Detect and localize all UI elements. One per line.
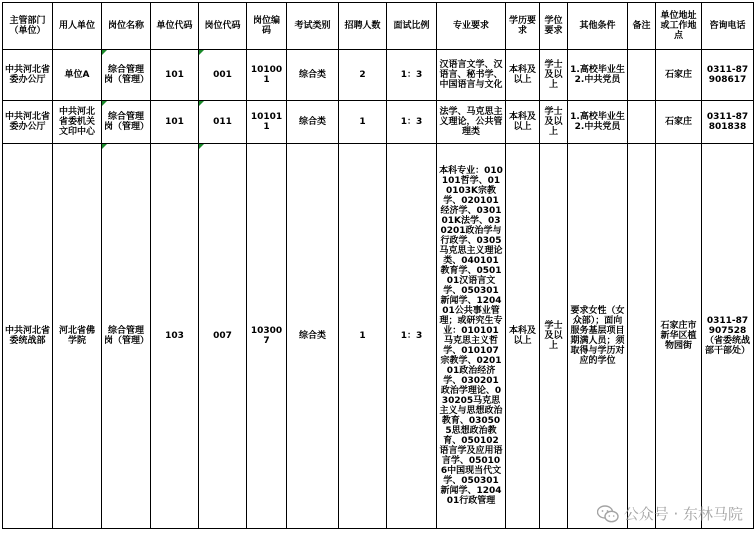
cell-hires: 2 <box>339 50 387 101</box>
cell-education: 本科及以上 <box>506 144 540 529</box>
cell-position-number: 103007 <box>247 144 287 529</box>
cell-position-code: 001 <box>199 50 247 101</box>
cell-unit-code: 103 <box>151 144 199 529</box>
cell-location: 石家庄 <box>656 101 702 144</box>
watermark <box>597 503 743 524</box>
header-dept: 主管部门（单位） <box>3 3 53 50</box>
cell-major: 汉语言文学、汉语言、秘书学、中国语言与文化 <box>437 50 506 101</box>
header-phone: 咨询电话 <box>702 3 754 50</box>
table-row <box>3 50 754 101</box>
cell-degree: 学士及以上 <box>540 101 568 144</box>
header-major: 专业要求 <box>437 3 506 50</box>
header-ratio: 面试比例 <box>387 3 437 50</box>
header-note: 备注 <box>628 3 656 50</box>
cell-dept: 中共河北省委办公厅 <box>3 50 53 101</box>
header-location: 单位地址或工作地点 <box>656 3 702 50</box>
header-exam-type: 考试类别 <box>287 3 339 50</box>
cell-other: 1.高校毕业生 2.中共党员 <box>568 50 628 101</box>
cell-unit: 单位A <box>53 50 102 101</box>
wechat-icon <box>597 505 619 523</box>
header-hires: 招聘人数 <box>339 3 387 50</box>
cell-phone: 0311-87907528（省委统战部干部处） <box>702 144 754 529</box>
cell-position-number: 101011 <box>247 101 287 144</box>
header-position-code: 岗位代码 <box>199 3 247 50</box>
cell-ratio: 1：3 <box>387 144 437 529</box>
cell-unit-code: 101 <box>151 101 199 144</box>
cell-note <box>628 144 656 529</box>
cell-ratio: 1：3 <box>387 101 437 144</box>
cell-position-name: 综合管理岗（管理） <box>102 50 151 101</box>
header-unit: 用人单位 <box>53 3 102 50</box>
header-unit-code: 单位代码 <box>151 3 199 50</box>
cell-unit-code: 101 <box>151 50 199 101</box>
watermark-text: 公众号 · 东林马院 <box>623 505 743 523</box>
cell-position-code: 011 <box>199 101 247 144</box>
cell-exam-type: 综合类 <box>287 144 339 529</box>
cell-other: 要求女性（女众部）；面向服务基层项目期满人员；须取得与学历对应的学位 <box>568 144 628 529</box>
cell-hires: 1 <box>339 101 387 144</box>
cell-position-number: 101001 <box>247 50 287 101</box>
cell-major: 本科专业：010101哲学、010103K宗教学、020101经济学、030101K法学、030201政治学与行政学、0305马克思主义理论类、040101教育学、050101汉语言文学、050301新闻学、120401公共事业管理；或研究生专业：010101马克思主义哲学、010107宗教学、020101政治经济学、030201政治学理论、030205马克思主义与思想政治教育、030505思想政治教育、050102语言学及应用语言学、050106中国现当代文学、050301新闻学、120401行政管理 <box>437 144 506 529</box>
cell-education: 本科及以上 <box>506 50 540 101</box>
header-position-name: 岗位名称 <box>102 3 151 50</box>
cell-phone: 0311-87908617 <box>702 50 754 101</box>
cell-phone: 0311-87801838 <box>702 101 754 144</box>
header-other: 其他条件 <box>568 3 628 50</box>
cell-major: 法学、马克思主义理论，公共管理类 <box>437 101 506 144</box>
cell-hires: 1 <box>339 144 387 529</box>
cell-position-code: 007 <box>199 144 247 529</box>
header-degree: 学位要求 <box>540 3 568 50</box>
table-row <box>3 101 754 144</box>
cell-degree: 学士及以上 <box>540 50 568 101</box>
cell-location: 石家庄市新华区植物园街 <box>656 144 702 529</box>
cell-location: 石家庄 <box>656 50 702 101</box>
cell-note <box>628 50 656 101</box>
cell-dept: 中共河北省委办公厅 <box>3 101 53 144</box>
cell-position-name: 综合管理岗（管理） <box>102 144 151 529</box>
recruitment-table <box>2 2 754 529</box>
cell-dept: 中共河北省委统战部 <box>3 144 53 529</box>
cell-exam-type: 综合类 <box>287 50 339 101</box>
cell-ratio: 1：3 <box>387 50 437 101</box>
cell-exam-type: 综合类 <box>287 101 339 144</box>
cell-unit: 河北省佛学院 <box>53 144 102 529</box>
header-education: 学历要求 <box>506 3 540 50</box>
header-row <box>3 3 754 50</box>
cell-education: 本科及以上 <box>506 101 540 144</box>
table-row <box>3 144 754 529</box>
cell-note <box>628 101 656 144</box>
recruitment-table-page <box>2 2 753 534</box>
cell-degree: 学士及以上 <box>540 144 568 529</box>
cell-position-name: 综合管理岗（管理） <box>102 101 151 144</box>
cell-unit: 中共河北省委机关文印中心 <box>53 101 102 144</box>
cell-other: 1.高校毕业生 2.中共党员 <box>568 101 628 144</box>
header-position-number: 岗位编码 <box>247 3 287 50</box>
